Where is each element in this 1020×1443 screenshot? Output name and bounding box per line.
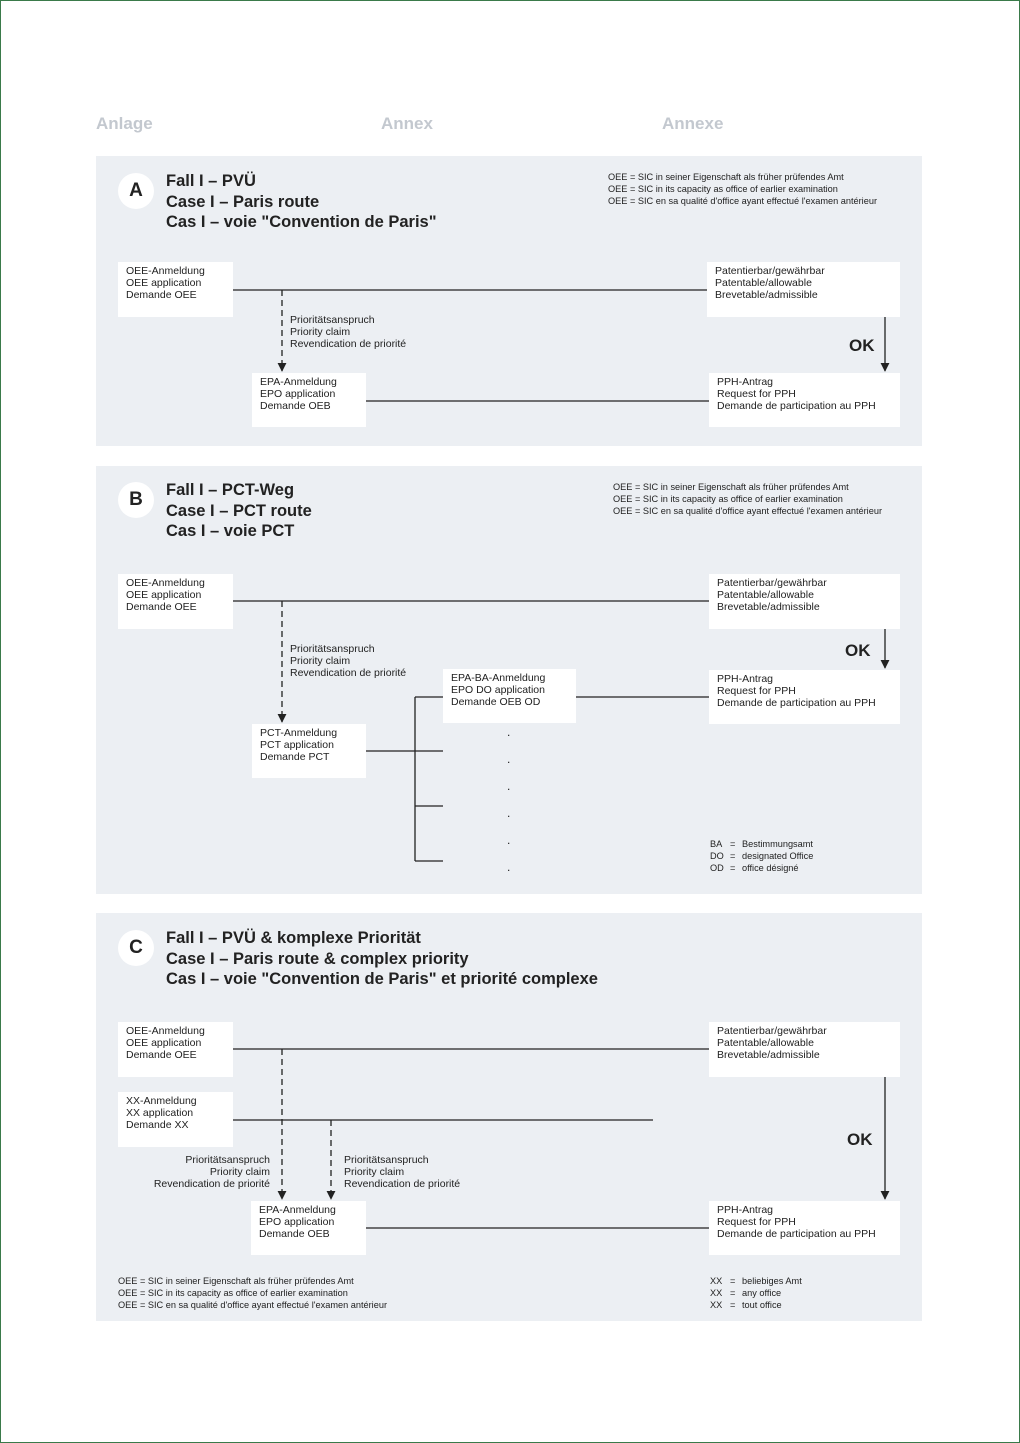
- section-b-title-fr: Cas I – voie PCT: [166, 522, 295, 540]
- priority-line: Revendication de priorité: [153, 1178, 270, 1190]
- header-annex: Annex: [381, 114, 433, 133]
- priority-line: Priority claim: [209, 1166, 270, 1178]
- definition-key: BA: [710, 839, 723, 849]
- box-line: OEE-Anmeldung: [126, 265, 205, 277]
- abbrev-line-en: OEE = SIC in its capacity as office of earlier examination: [118, 1288, 348, 1298]
- priority-line: Prioritätsanspruch: [344, 1154, 429, 1166]
- section-c-title-de: Fall I – PVÜ & komplexe Priorität: [166, 929, 421, 947]
- section-c-title-en: Case I – Paris route & complex priority: [166, 949, 469, 968]
- box-line: Demande OEE: [126, 601, 197, 613]
- section-c-ok-label: OK: [847, 1130, 873, 1149]
- continuation-dot: .: [507, 779, 511, 793]
- abbrev-line-de: OEE = SIC in seiner Eigenschaft als früher prüfendes Amt: [608, 172, 844, 182]
- priority-line: Prioritätsanspruch: [185, 1154, 270, 1166]
- definition-value: beliebiges Amt: [742, 1276, 802, 1286]
- continuation-dot: .: [507, 860, 511, 874]
- box-line: Patentierbar/gewährbar: [717, 577, 827, 589]
- box-line: Demande OEE: [126, 289, 197, 301]
- box-line: Brevetable/admissible: [715, 289, 818, 301]
- box-line: XX application: [126, 1107, 194, 1119]
- continuation-dot: .: [507, 806, 511, 820]
- box-line: PPH-Antrag: [717, 673, 774, 685]
- continuation-dot: .: [507, 752, 511, 766]
- box-line: Request for PPH: [717, 685, 796, 697]
- abbrev-line-de: OEE = SIC in seiner Eigenschaft als früher prüfendes Amt: [118, 1276, 354, 1286]
- box-line: Brevetable/admissible: [717, 601, 820, 613]
- definition-key: OD: [710, 863, 724, 873]
- definition-key: DO: [710, 851, 724, 861]
- abbrev-line-de: OEE = SIC in seiner Eigenschaft als früher prüfendes Amt: [613, 482, 849, 492]
- definition-eq: =: [730, 1288, 736, 1298]
- priority-line: Prioritätsanspruch: [290, 314, 375, 326]
- abbrev-line-en: OEE = SIC in its capacity as office of earlier examination: [613, 494, 843, 504]
- section-c-title-fr: Cas I – voie "Convention de Paris" et priorité complexe: [166, 970, 598, 988]
- section-a-title-de: Fall I – PVÜ: [166, 172, 256, 190]
- box-line: Demande de participation au PPH: [717, 400, 876, 412]
- box-line: EPA-Anmeldung: [260, 376, 337, 388]
- box-line: EPA-Anmeldung: [259, 1204, 336, 1216]
- priority-line: Priority claim: [290, 326, 351, 338]
- box-line: PCT application: [260, 739, 334, 751]
- priority-line: Priority claim: [344, 1166, 405, 1178]
- section-a-title-fr: Cas I – voie "Convention de Paris": [166, 213, 437, 231]
- section-a-ok-label: OK: [849, 336, 875, 355]
- section-b-badge: B: [118, 482, 154, 518]
- box-line: Demande OEE: [126, 1049, 197, 1061]
- definition-eq: =: [730, 851, 736, 861]
- box-line: Patentierbar/gewährbar: [715, 265, 825, 277]
- priority-line: Revendication de priorité: [290, 338, 407, 350]
- priority-line: Prioritätsanspruch: [290, 643, 375, 655]
- header-anlage: Anlage: [96, 114, 153, 133]
- definition-value: Bestimmungsamt: [742, 839, 813, 849]
- box-line: Demande XX: [126, 1119, 189, 1131]
- box-line: Patentable/allowable: [715, 277, 812, 289]
- abbrev-line-fr: OEE = SIC en sa qualité d'office ayant effectué l'examen antérieur: [613, 506, 883, 516]
- abbrev-line-fr: OEE = SIC en sa qualité d'office ayant effectué l'examen antérieur: [608, 196, 878, 206]
- box-line: Brevetable/admissible: [717, 1049, 820, 1061]
- priority-line: Revendication de priorité: [344, 1178, 461, 1190]
- box-line: Demande PCT: [260, 751, 330, 763]
- box-line: PPH-Antrag: [717, 376, 774, 388]
- box-line: OEE application: [126, 1037, 202, 1049]
- box-line: Demande de participation au PPH: [717, 1228, 876, 1240]
- continuation-dot: .: [507, 725, 511, 739]
- definition-value: any office: [742, 1288, 782, 1298]
- box-line: Demande OEB OD: [451, 696, 541, 708]
- header-annexe: Annexe: [662, 114, 724, 133]
- definition-key: XX: [710, 1276, 723, 1286]
- section-b-title-de: Fall I – PCT-Weg: [166, 481, 295, 499]
- box-line: OEE application: [126, 589, 202, 601]
- continuation-dot: .: [507, 833, 511, 847]
- box-line: PPH-Antrag: [717, 1204, 774, 1216]
- priority-line: Revendication de priorité: [290, 667, 407, 679]
- definition-eq: =: [730, 1300, 736, 1310]
- definition-key: XX: [710, 1300, 723, 1310]
- abbrev-line-en: OEE = SIC in its capacity as office of earlier examination: [608, 184, 838, 194]
- definition-value: designated Office: [742, 851, 814, 861]
- section-b-title-en: Case I – PCT route: [166, 501, 312, 520]
- definition-eq: =: [730, 863, 736, 873]
- definition-key: XX: [710, 1288, 723, 1298]
- priority-line: Priority claim: [290, 655, 351, 667]
- box-line: OEE application: [126, 277, 202, 289]
- definition-value: tout office: [742, 1300, 782, 1310]
- box-line: Patentable/allowable: [717, 1037, 814, 1049]
- definition-value: office désigné: [742, 863, 799, 873]
- box-line: Request for PPH: [717, 388, 796, 400]
- box-line: EPO application: [260, 388, 336, 400]
- box-line: Patentierbar/gewährbar: [717, 1025, 827, 1037]
- box-line: Demande de participation au PPH: [717, 697, 876, 709]
- box-line: Demande OEB: [260, 400, 331, 412]
- box-line: Patentable/allowable: [717, 589, 814, 601]
- box-line: XX-Anmeldung: [126, 1095, 197, 1107]
- definition-eq: =: [730, 1276, 736, 1286]
- section-c-badge: C: [118, 930, 154, 966]
- section-b-ok-label: OK: [845, 641, 871, 660]
- box-line: EPO application: [259, 1216, 335, 1228]
- box-line: Request for PPH: [717, 1216, 796, 1228]
- section-a-badge: A: [118, 173, 154, 209]
- abbrev-line-fr: OEE = SIC en sa qualité d'office ayant effectué l'examen antérieur: [118, 1300, 388, 1310]
- section-a-title-en: Case I – Paris route: [166, 192, 320, 211]
- definition-eq: =: [730, 839, 736, 849]
- box-line: EPA-BA-Anmeldung: [451, 672, 546, 684]
- box-line: OEE-Anmeldung: [126, 1025, 205, 1037]
- box-line: EPO DO application: [451, 684, 545, 696]
- box-line: Demande OEB: [259, 1228, 330, 1240]
- box-line: PCT-Anmeldung: [260, 727, 338, 739]
- box-line: OEE-Anmeldung: [126, 577, 205, 589]
